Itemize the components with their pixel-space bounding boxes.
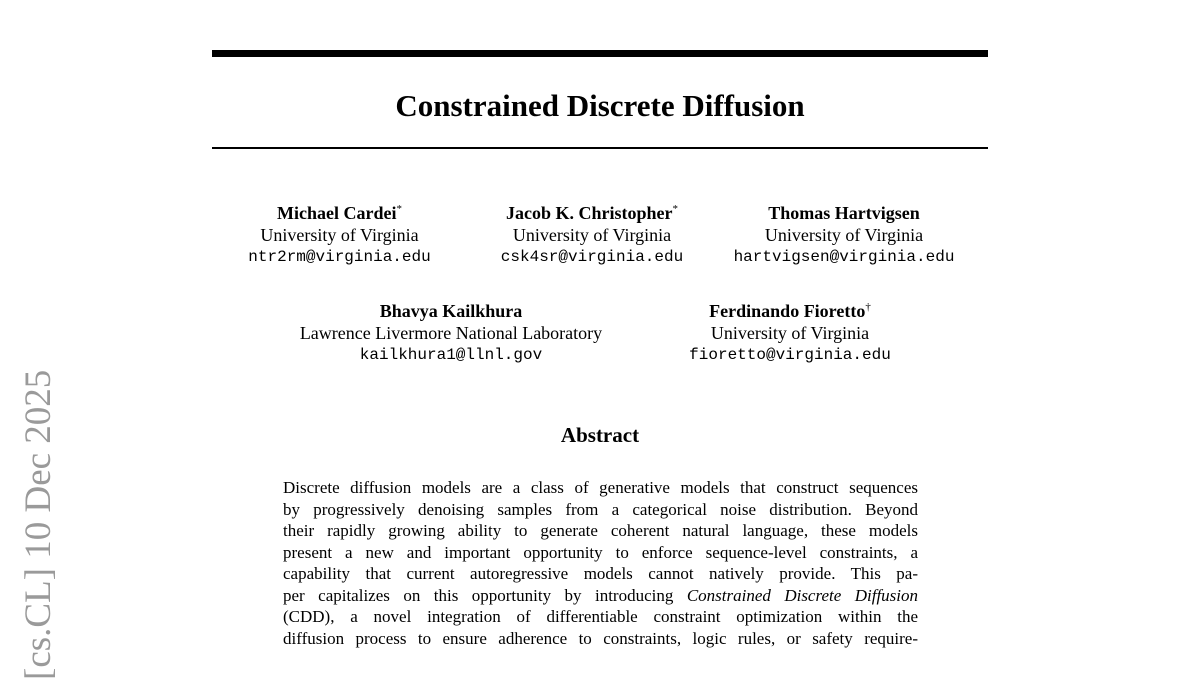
author-name: Ferdinando Fioretto <box>709 301 866 321</box>
arxiv-stamp: [cs.CL] 10 Dec 2025 <box>18 369 59 680</box>
author-affiliation: University of Virginia <box>260 225 419 245</box>
author-block <box>672 300 908 366</box>
author-name: Jacob K. Christopher <box>506 203 673 223</box>
author-email[interactable]: ntr2rm@virginia.edu <box>248 248 431 266</box>
author-affiliation: University of Virginia <box>512 225 672 245</box>
author-email[interactable]: hartvigsen@virginia.edu <box>733 248 955 266</box>
author-name: Thomas Hartvigsen <box>768 203 920 223</box>
author-mark: † <box>865 301 871 313</box>
author-block <box>282 300 620 366</box>
author-name: Bhavya Kailkhura <box>379 301 523 321</box>
author-affiliation: Lawrence Livermore National Laboratory <box>299 323 603 343</box>
abstract-line: their rapidly growing ability to generate coherent natural language, these models <box>283 521 918 540</box>
abstract-line: (CDD), a novel integration of differentiable constraint optimization within the <box>283 607 918 626</box>
author-affiliation: University of Virginia <box>764 225 924 245</box>
author-email[interactable]: fioretto@virginia.edu <box>689 346 891 364</box>
abstract-line: Discrete diffusion models are a class of generative models that construct sequences <box>283 478 918 497</box>
method-name-emphasis: Constrained Discrete Diffusion <box>686 585 919 605</box>
abstract-line: diffusion process to ensure adherence to constraints, logic rules, or safety require- <box>283 628 918 648</box>
author-mark: * <box>396 203 402 215</box>
abstract-line: present a new and important opportunity to enforce sequence-level constraints, a <box>283 542 918 562</box>
abstract-line-text: per capitalizes on this opportunity by introducing <box>283 585 687 605</box>
paper-title: Constrained Discrete Diffusion <box>395 88 805 123</box>
abstract-line: by progressively denoising samples from a categorical noise distribution. Beyond <box>283 499 918 519</box>
author-name: Michael Cardei <box>277 203 397 223</box>
author-affiliation: University of Virginia <box>710 323 870 343</box>
author-email[interactable]: csk4sr@virginia.edu <box>500 248 684 266</box>
author-block <box>718 202 970 268</box>
abstract-line: capability that current autoregressive models cannot natively provide. This pa- <box>283 564 918 583</box>
author-block <box>213 202 466 268</box>
title-rule-top <box>212 50 988 57</box>
author-block <box>467 202 717 268</box>
abstract-heading: Abstract <box>560 423 640 447</box>
author-mark: * <box>672 203 678 215</box>
abstract-body <box>283 477 918 649</box>
abstract-line <box>283 585 918 607</box>
author-email[interactable]: kailkhura1@llnl.gov <box>359 346 543 364</box>
title-rule-bottom <box>212 147 988 149</box>
